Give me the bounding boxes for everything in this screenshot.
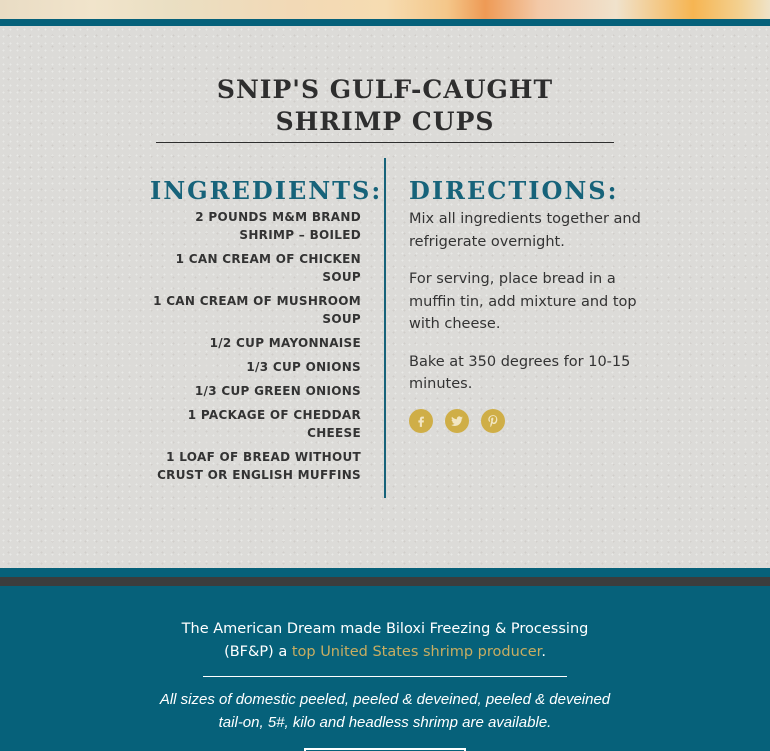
footer-intro-prefix: The American Dream made Biloxi Freezing & Processing (BF&P) a <box>181 621 589 660</box>
direction-step: Bake at 350 degrees for 10-15 minutes. <box>409 353 631 392</box>
pinterest-icon <box>486 414 500 428</box>
ingredients-column <box>150 176 383 490</box>
ingredient-item: 1/2 CUP MAYONNAISE <box>209 336 361 350</box>
ingredient-item: 1/3 CUP GREEN ONIONS <box>194 384 361 398</box>
twitter-icon <box>450 414 464 428</box>
pinterest-share-button[interactable] <box>481 409 505 433</box>
direction-step: Mix all ingredients together and refrigerate overnight. <box>409 211 641 250</box>
twitter-share-button[interactable] <box>445 409 469 433</box>
direction-step: For serving, place bread in a muffin tin, add mixture and top with cheese. <box>409 271 637 332</box>
top-shrimp-producer-link[interactable]: top United States shrimp producer <box>291 644 542 660</box>
hero-divider-bar <box>0 19 770 26</box>
ingredient-item: 1/3 CUP ONIONS <box>246 360 361 374</box>
footer-intro-suffix: . <box>541 644 546 660</box>
facebook-icon <box>414 414 428 428</box>
shrimp-sizes-text: All sizes of domestic peeled, peeled & deveined, peeled & deveined tail-on, 5#, kilo and headless shrimp are available. <box>159 691 611 731</box>
facebook-share-button[interactable] <box>409 409 433 433</box>
ingredient-item: 1 CAN CREAM OF CHICKEN SOUP <box>175 252 361 284</box>
hero-image <box>0 0 770 19</box>
column-divider <box>384 158 386 498</box>
ingredient-item: 1 PACKAGE OF CHEDDAR CHEESE <box>187 408 361 440</box>
directions-column <box>409 176 659 433</box>
ingredient-item: 2 POUNDS M&M BRAND SHRIMP – BOILED <box>195 210 361 242</box>
directions-heading: DIRECTIONS: <box>409 176 619 205</box>
social-share-links <box>409 409 659 433</box>
recipe-section <box>0 26 770 568</box>
ingredient-item: 1 LOAF OF BREAD WITHOUT CRUST OR ENGLISH MUFFINS <box>157 450 361 482</box>
footer-divider-band <box>0 577 770 586</box>
site-footer <box>0 568 770 751</box>
ingredient-item: 1 CAN CREAM OF MUSHROOM SOUP <box>153 294 361 326</box>
footer-intro-text <box>160 618 610 664</box>
footer-divider-line <box>203 676 567 677</box>
recipe-title: SNIP'S GULF-CAUGHT SHRIMP CUPS <box>156 74 614 143</box>
ingredients-heading: INGREDIENTS: <box>150 176 383 205</box>
